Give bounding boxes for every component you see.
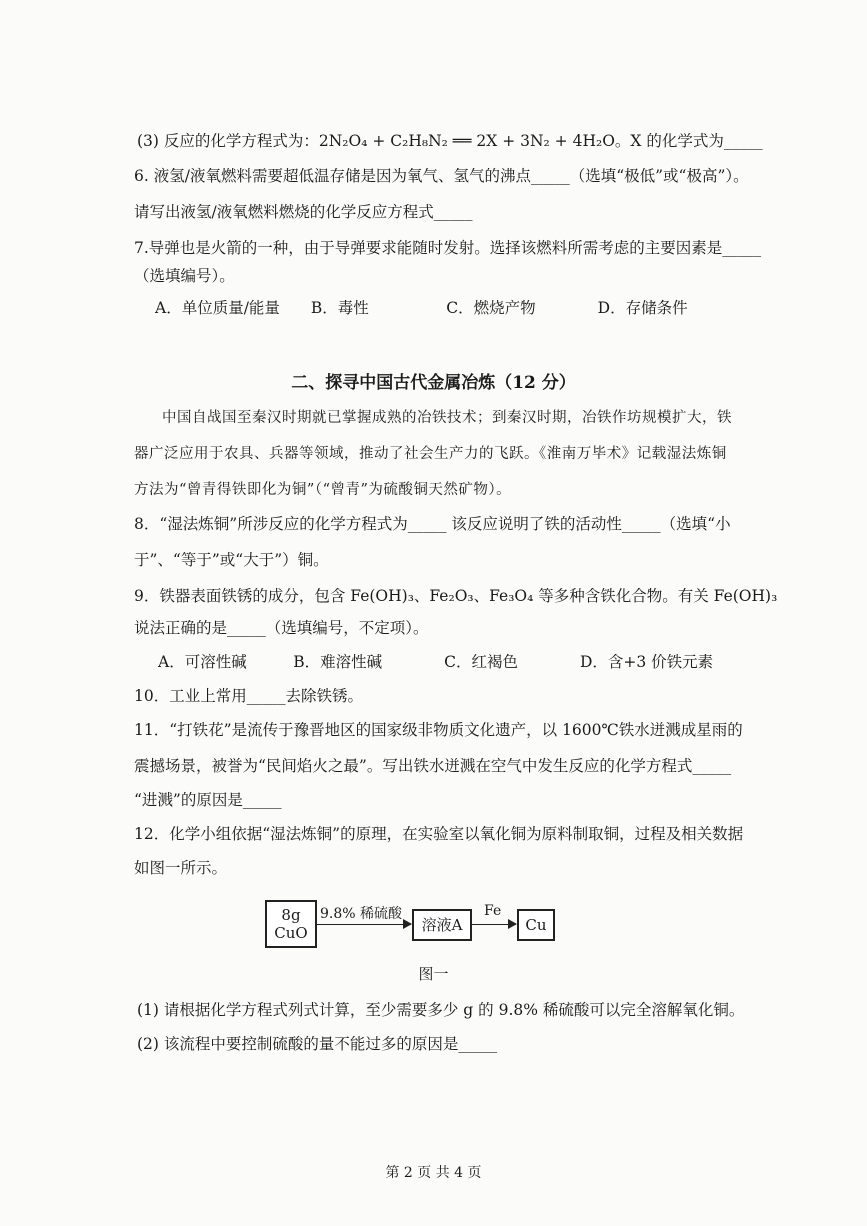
q11-line1: 11．“打铁花”是流传于豫晋地区的国家级非物质文化遗产，以 1600℃铁水迸溅成星雨的 <box>134 721 743 739</box>
box-cuo-formula: CuO <box>274 924 308 942</box>
arrow1 <box>315 924 411 925</box>
q12-1-line: (1) 请根据化学方程式列式计算，至少需要多少 g 的 9.8% 稀硫酸可以完全溶解氧化铜。 <box>137 1001 745 1019</box>
box-cuo <box>265 900 317 948</box>
q12-line2: 如图一所示。 <box>134 859 228 877</box>
q8-line1: 8．“湿法炼铜”所涉反应的化学方程式为_____ 该反应说明了铁的活动性_____（选填“小 <box>134 515 731 533</box>
intro-line2: 器广泛应用于农具、兵器等领域，推动了社会生产力的飞跃。《淮南万毕术》记载湿法炼铜 <box>134 446 727 462</box>
q11-line3: “进溅”的原因是_____ <box>134 791 282 809</box>
q6-line2: 请写出液氢/液氧燃料燃烧的化学反应方程式_____ <box>134 203 473 221</box>
intro-line3: 方法为“曾青得铁即化为铜”（“曾青”为硫酸铜天然矿物）。 <box>134 482 512 498</box>
q9-line1: 9．铁器表面铁锈的成分，包含 Fe(OH)₃、Fe₂O₃、Fe₃O₄ 等多种含铁化合物。有关 Fe(OH)₃ <box>134 587 778 605</box>
q12-2-line: (2) 该流程中要控制硫酸的量不能过多的原因是_____ <box>137 1035 498 1053</box>
q12-line1: 12．化学小组依据“湿法炼铜”的原理，在实验室以氧化铜为原料制取铜，过程及相关数据 <box>134 825 744 843</box>
arrow2 <box>470 924 516 925</box>
box-cu: Cu <box>517 909 555 941</box>
q10-line: 10．工业上常用_____去除铁锈。 <box>134 687 363 705</box>
q7-options: A．单位质量/能量 B．毒性 C．燃烧产物 D．存储条件 <box>155 299 688 317</box>
q11-line2: 震撼场景，被誉为“民间焰火之最”。写出铁水迸溅在空气中发生反应的化学方程式_____ <box>134 757 732 775</box>
q6-line1: 6. 液氢/液氧燃料需要超低温存储是因为氧气、氢气的沸点_____（选填“极低”或“极高”）。 <box>134 167 749 185</box>
q9-options: A．可溶性碱 B．难溶性碱 C．红褐色 D．含+3 价铁元素 <box>158 653 714 671</box>
q8-line2: 于”、“等于”或“大于”）铜。 <box>134 551 329 569</box>
figure-caption: 图一 <box>418 965 449 983</box>
q7-line2: （选填编号）。 <box>134 267 235 285</box>
box-solution-a: 溶液A <box>412 909 472 941</box>
q5-3-line: (3) 反应的化学方程式为：2N₂O₄ + C₂H₈N₂ ══ 2X + 3N₂ + 4H₂O。X 的化学式为_____ <box>137 132 763 150</box>
q7-line1: 7.导弹也是火箭的一种，由于导弹要求能随时发射。选择该燃料所需考虑的主要因素是_____ <box>134 239 762 257</box>
q9-line2: 说法正确的是_____（选填编号，不定项）。 <box>134 619 429 637</box>
intro-line1: 中国自战国至秦汉时期就已掌握成熟的冶铁技术；到秦汉时期，冶铁作坊规模扩大，铁 <box>162 410 732 426</box>
page-footer: 第 2 页 共 4 页 <box>385 1165 482 1181</box>
arrow1-label: 9.8% 稀硫酸 <box>320 906 403 922</box>
arrow2-label: Fe <box>484 903 502 919</box>
section-title: 二、探寻中国古代金属冶炼（12 分） <box>291 373 576 393</box>
box-cuo-mass: 8g <box>281 906 301 924</box>
